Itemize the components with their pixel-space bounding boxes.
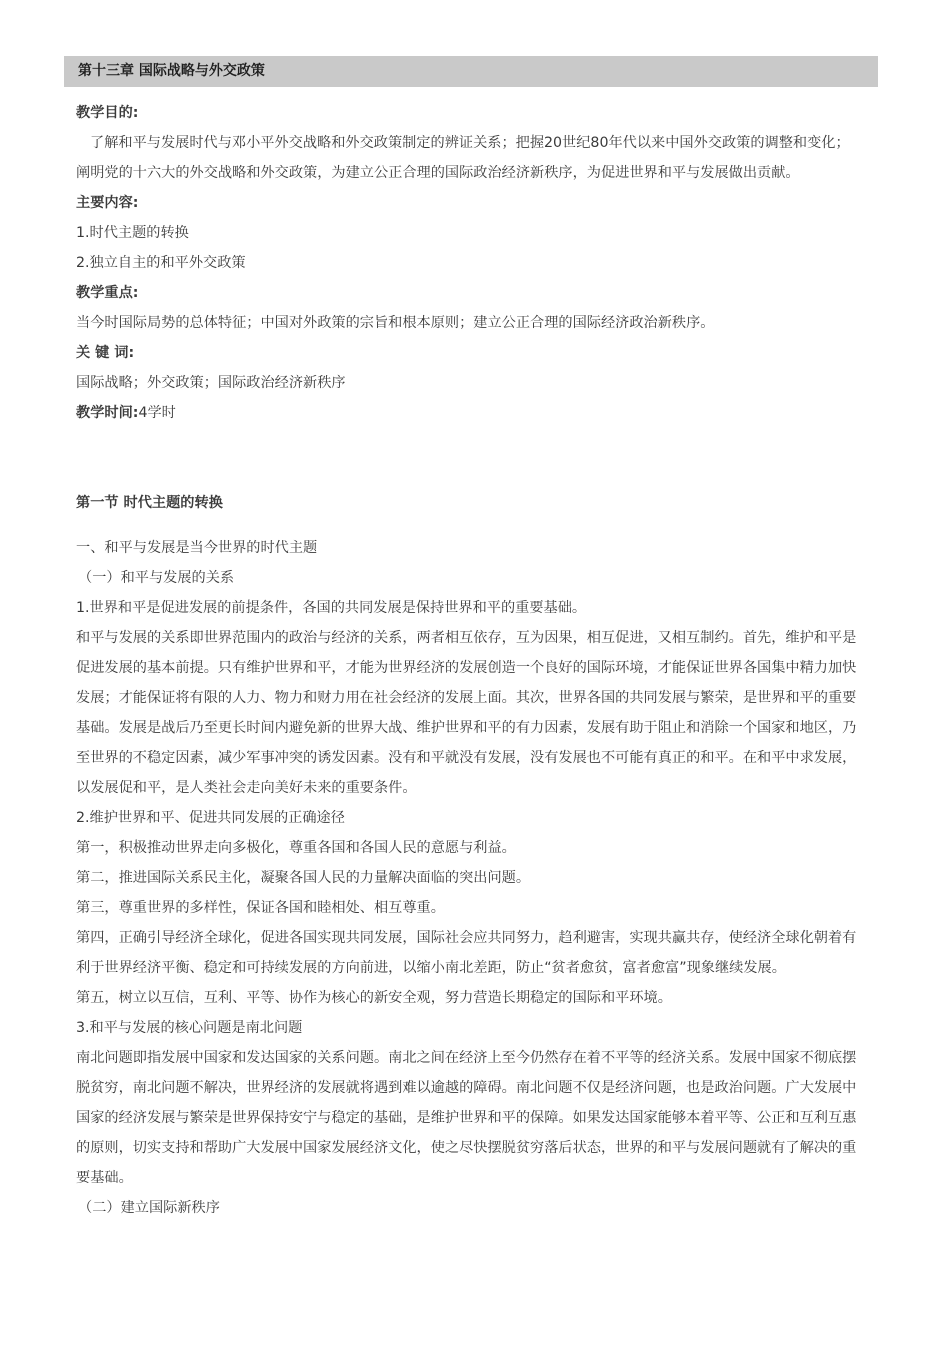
goal-label: 教学目的:	[76, 105, 139, 121]
paragraph: 1.世界和平是促进发展的前提条件，各国的共同发展是保持世界和平的重要基础。	[76, 600, 587, 616]
focus-label: 教学重点:	[76, 285, 139, 301]
time-value: 4学时	[138, 405, 176, 421]
paragraph: 第四，正确引导经济全球化，促进各国实现共同发展，国际社会应共同努力，趋利避害，实现共赢共存，使经济全球化朝着有利于世界经济平衡、稳定和可持续发展的方向前进，以缩小南北差距，防止“贫者愈贫，富者愈富”现象继续发展。	[76, 930, 857, 976]
time-label: 教学时间:	[76, 405, 139, 421]
paragraph: 第一，积极推动世界走向多极化，尊重各国和各国人民的意愿与利益。	[76, 840, 516, 856]
spacer	[76, 428, 858, 488]
paragraph: 南北问题即指发展中国家和发达国家的关系问题。南北之间在经济上至今仍然存在着不平等的经济关系。发展中国家不彻底摆脱贫穷，南北问题不解决，世界经济的发展就将遇到难以逾越的障碍。南北问题不仅是经济问题，也是政治问题。广大发展中国家的经济发展与繁荣是世界保持安宁与稳定的基础，是维护世界和平的保障。如果发达国家能够本着平等、公正和互利互惠的原则，切实支持和帮助广大发展中国家发展经济文化，使之尽快摆脱贫穷落后状态，世界的和平与发展问题就有了解决的重要基础。	[76, 1050, 857, 1186]
document-body	[76, 98, 858, 1223]
keywords-label: 关 键 词:	[76, 345, 135, 361]
section-title: 第一节 时代主题的转换	[76, 495, 223, 511]
paragraph: （二）建立国际新秩序	[78, 1200, 220, 1216]
goal-text: 了解和平与发展时代与邓小平外交战略和外交政策制定的辨证关系；把握20世纪80年代以来中国外交政策的调整和变化；阐明党的十六大的外交战略和外交政策，为建立公正合理的国际政治经济新秩序，为促进世界和平与发展做出贡献。	[76, 135, 850, 181]
focus-text: 当今时国际局势的总体特征；中国对外政策的宗旨和根本原则；建立公正合理的国际经济政治新秩序。	[76, 315, 715, 331]
spacer	[76, 518, 858, 533]
paragraph: 2.维护世界和平、促进共同发展的正确途径	[76, 810, 345, 826]
paragraph: 第三，尊重世界的多样性，保证各国和睦相处、相互尊重。	[76, 900, 445, 916]
chapter-title: 第十三章 国际战略与外交政策	[64, 56, 878, 87]
paragraph: 一、和平与发展是当今世界的时代主题	[76, 540, 318, 556]
content-label: 主要内容:	[76, 195, 139, 211]
paragraph: 3.和平与发展的核心问题是南北问题	[76, 1020, 303, 1036]
time-row	[76, 398, 858, 428]
paragraph: 第五，树立以互信，互利、平等、协作为核心的新安全观，努力营造长期稳定的国际和平环境。	[76, 990, 672, 1006]
paragraph: 和平与发展的关系即世界范围内的政治与经济的关系，两者相互依存，互为因果，相互促进，又相互制约。首先，维护和平是促进发展的基本前提。只有维护世界和平，才能为世界经济的发展创造一个良好的国际环境，才能保证世界各国集中精力加快发展；才能保证将有限的人力、物力和财力用在社会经济的发展上面。其次，世界各国的共同发展与繁荣，是世界和平的重要基础。发展是战后乃至更长时间内避免新的世界大战、维护世界和平的有力因素，发展有助于阻止和消除一个国家和地区，乃至世界的不稳定因素，减少军事冲突的诱发因素。没有和平就没有发展，没有发展也不可能有真正的和平。在和平中求发展，以发展促和平，是人类社会走向美好未来的重要条件。	[76, 630, 857, 796]
paragraph: 第二，推进国际关系民主化，凝聚各国人民的力量解决面临的突出问题。	[76, 870, 531, 886]
content-item: 1.时代主题的转换	[76, 225, 189, 241]
keywords-text: 国际战略；外交政策；国际政治经济新秩序	[76, 375, 346, 391]
content-item: 2.独立自主的和平外交政策	[76, 255, 246, 271]
paragraph: （一）和平与发展的关系	[78, 570, 235, 586]
